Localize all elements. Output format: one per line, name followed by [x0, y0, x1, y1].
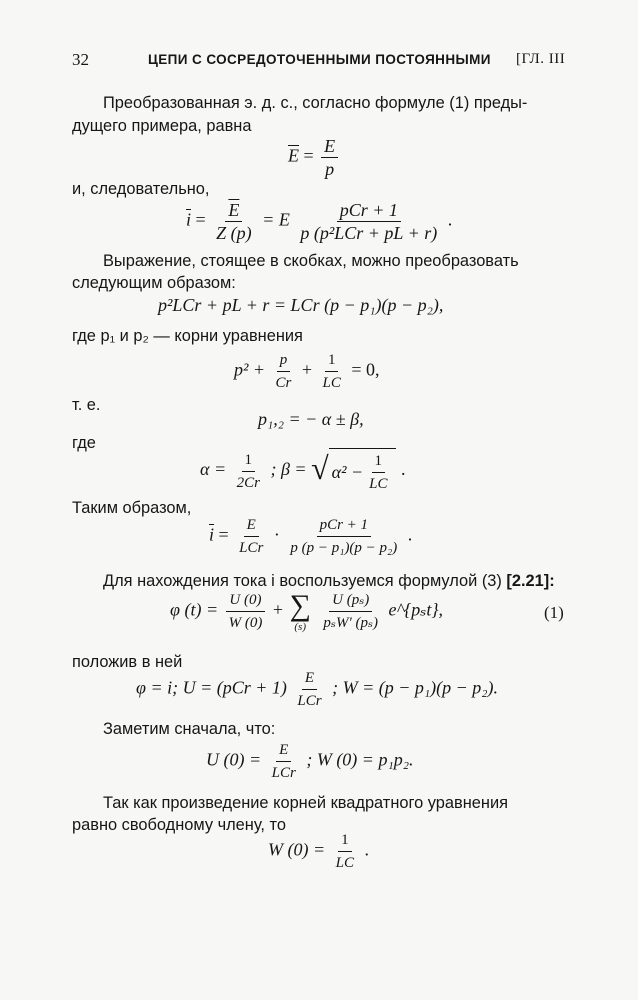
paragraph-line: положив в ней: [72, 653, 183, 671]
paragraph-line: Таким образом,: [72, 499, 192, 517]
equation-current-image: $\overline{i}$ = $\frac{\overline{E}}{Z (p)}$ = E $\frac{\text{pCr + 1}}{\text{p (p²LCr + pL + r)}}$ .: [186, 200, 453, 243]
paragraph-line: т. е.: [72, 396, 101, 414]
equation-substitution: φ = i; U = (pCr + 1) $\frac{E}{\text{LCr}}$ ; W = (p − p₁)(p − p₂).: [136, 670, 498, 709]
equation-w-zero: W (0) = $\frac{1}{LC}$ .: [268, 832, 369, 871]
equation-expansion-theorem: φ (t) = $\frac{U (0)}{W (0)}$ + ∑ (s) $\frac{\text{U (pₛ)}}{\text{pₛW′ (pₛ)}}$ e^{pₛt},: [170, 588, 444, 633]
paragraph-line: Преобразованная э. д. с., согласно формуле (1) преды-: [103, 94, 528, 112]
equation-initial-values: U (0) = $\frac{E}{\text{LCr}}$ ; W (0) = p₁p₂.: [206, 742, 414, 781]
equation-number: (1): [544, 603, 564, 622]
paragraph-line: Так как произведение корней квадратного уравнения: [103, 794, 508, 812]
equation-characteristic: p² + $\frac{p}{Cr}$ + $\frac{1}{LC}$ = 0,: [234, 352, 380, 391]
page-header: [72, 50, 572, 72]
equation-factorization: p²LCr + pL + r = LCr (p − p₁)(p − p₂),: [158, 295, 444, 315]
paragraph-line: равно свободному члену, то: [72, 816, 286, 834]
reference-link: [2.21]:: [506, 572, 555, 590]
equation-current-image-factored: $\overline{i}$ = $\frac{E}{\text{LCr}}$ · $\frac{\text{pCr + 1}}{\text{p (p − p₁)(p − p₂)}}$ .: [209, 517, 413, 556]
equation-transformed-emf: $\overline{E}$ = $\frac{E}{p}$: [288, 136, 341, 179]
paragraph-line: где: [72, 434, 96, 452]
equation-alpha-beta: α = $\frac{1}{2Cr}$ ; β = √ α² − $\frac{1}{LC}$ .: [200, 450, 406, 492]
paragraph-line: следующим образом:: [72, 274, 236, 292]
paragraph-line: и, следовательно,: [72, 180, 210, 198]
paragraph-line: Заметим сначала, что:: [103, 720, 276, 738]
paragraph-line: Выражение, стоящее в скобках, можно преобразовать: [103, 252, 519, 270]
paragraph-line: дущего примера, равна: [72, 117, 252, 135]
paragraph-line: где p₁ и p₂ — корни уравнения: [72, 327, 303, 345]
equation-roots: p₁,₂ = − α ± β,: [258, 409, 364, 429]
page-number: 32: [72, 50, 89, 69]
paragraph-line: Для нахождения тока i воспользуемся формулой (3) [2.21]:: [103, 572, 555, 590]
chapter-marker: [ГЛ. III: [516, 51, 566, 67]
running-title: ЦЕПИ С СОСРЕДОТОЧЕННЫМИ ПОСТОЯННЫМИ: [148, 52, 491, 67]
